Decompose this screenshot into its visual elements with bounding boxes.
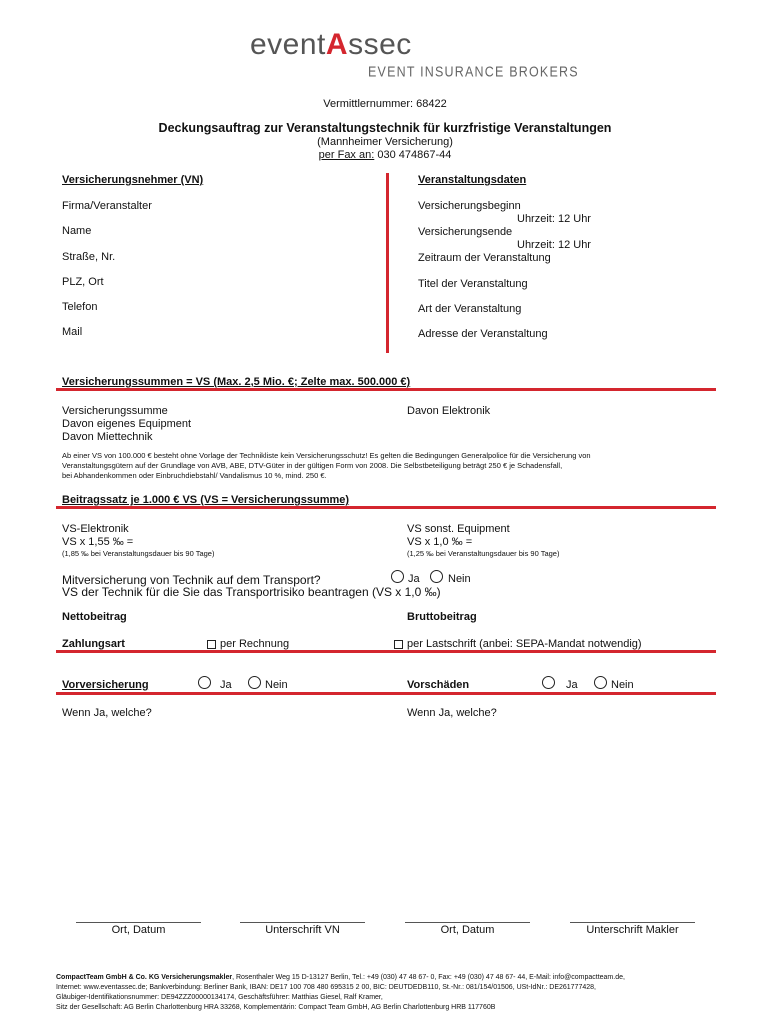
rate-left-note: (1,85 ‰ bei Veranstaltungsdauer bis 90 Tage) (62, 549, 215, 558)
transport-question: Mitversicherung von Technik auf dem Transport? (62, 573, 321, 587)
rate-left-formula: VS x 1,55 ‰ = (62, 536, 134, 548)
event-type: Art der Veranstaltung (418, 303, 522, 315)
footer-line-4: Sitz der Gesellschaft: AG Berlin Charlottenburg HRA 33268, Komplementärin: Compact Team GmbH, AG Berlin Charlottenburg HRB 117760B (56, 1004, 496, 1011)
prior-damage-which: Wenn Ja, welche? (407, 707, 497, 719)
sums-note-1: Ab einer VS von 100.000 € besteht ohne Vorlage der Technikliste kein Versicherungsschutz! Es gelten die Bedingungen Generalpolice für die Versicherung von (62, 451, 591, 460)
rate-right-formula: VS x 1,0 ‰ = (407, 536, 473, 548)
broker-number: Vermittlernummer: 68422 (323, 98, 447, 110)
footer-line-3: Gläubiger-Identifikationsnummer: DE94ZZZ00000134174, Geschäftsführer: Matthias Giesel, Ralf Kramer, (56, 994, 383, 1001)
sum-electronics: Davon Elektronik (407, 405, 491, 417)
transport-yes-radio[interactable] (391, 570, 404, 583)
logo-accent-letter: A (325, 28, 349, 61)
vn-field-city: PLZ, Ort (62, 276, 104, 288)
signature-line-1 (76, 922, 201, 923)
transport-no-label: Nein (448, 573, 471, 585)
logo-subtitle: EVENT INSURANCE BROKERS (368, 64, 579, 81)
footer-line-1 (56, 973, 625, 983)
footer-line-2: Internet: www.eventassec.de; Bankverbindung: Berliner Bank, IBAN: DE17 100 708 480 695315 2 00, BIC: DEUTDEDB110, St.-Nr.: 081/154/01506, USt-IdNr.: DE261777428, (56, 984, 596, 991)
event-title: Titel der Veranstaltung (418, 278, 528, 290)
gross-premium-label: Bruttobeitrag (407, 611, 477, 623)
signature-place-date-vn: Ort, Datum (111, 924, 166, 936)
event-address: Adresse der Veranstaltung (418, 328, 548, 340)
divider-sums (56, 388, 716, 391)
vn-field-phone: Telefon (62, 301, 98, 313)
prior-insurance-yes-radio[interactable] (198, 676, 211, 689)
sum-rented: Davon Miettechnik (62, 431, 153, 443)
sum-own-equipment: Davon eigenes Equipment (62, 418, 192, 430)
event-end: Versicherungsende (418, 226, 513, 238)
divider-payment (56, 650, 716, 653)
rate-right-note: (1,25 ‰ bei Veranstaltungsdauer bis 90 Tage) (407, 549, 560, 558)
prior-insurance-no-radio[interactable] (248, 676, 261, 689)
payment-invoice-checkbox[interactable] (207, 640, 216, 649)
prior-damage-yes-radio[interactable] (542, 676, 555, 689)
vn-field-company: Firma/Veranstalter (62, 200, 152, 212)
footer-address: , Rosenthaler Weg 15 D-13127 Berlin, Tel.: +49 (030) 47 48 67- 0, Fax: +49 (030) 47 48 67- 44, E-Mail: info@compactteam.de, (232, 974, 625, 981)
divider-rate (56, 506, 716, 509)
prior-insurance-yes-label: Ja (220, 679, 232, 691)
signature-line-2 (240, 922, 365, 923)
vn-field-name: Name (62, 225, 92, 237)
document-subtitle: (Mannheimer Versicherung) (317, 136, 453, 148)
footer-company: CompactTeam GmbH & Co. KG Versicherungsmakler (56, 974, 233, 981)
section-divider (386, 173, 389, 353)
signature-broker: Unterschrift Makler (586, 924, 679, 936)
vn-heading: Versicherungsnehmer (VN) (62, 174, 204, 186)
signature-line-3 (405, 922, 530, 923)
logo (250, 28, 579, 83)
vn-field-street: Straße, Nr. (62, 251, 116, 263)
prior-insurance-which: Wenn Ja, welche? (62, 707, 152, 719)
sums-note-2: Veranstaltungsgütern auf der Grundlage von AVB, ABE, DTV-Güter in der gültigen Form von 2008. Die Selbstbeteiligung beträgt 250 € je Schadensfall, (62, 461, 563, 470)
prior-damage-no-radio[interactable] (594, 676, 607, 689)
logo-word-left: event (250, 28, 326, 61)
event-heading: Veranstaltungsdaten (418, 174, 527, 186)
sums-note-3: bei Abhandenkommen oder Einbruchdiebstahl/ Vandalismus 10 %, mind. 250 €. (62, 471, 327, 480)
payment-debit-checkbox[interactable] (394, 640, 403, 649)
prior-insurance-label: Vorversicherung (62, 679, 149, 691)
event-begin: Versicherungsbeginn (418, 200, 521, 212)
prior-damage-no-label: Nein (611, 679, 634, 691)
fax-line (0, 149, 770, 161)
event-begin-time: Uhrzeit: 12 Uhr (517, 213, 591, 225)
prior-insurance-no-label: Nein (265, 679, 288, 691)
prior-damage-yes-label: Ja (566, 679, 578, 691)
event-end-time: Uhrzeit: 12 Uhr (517, 239, 591, 251)
payment-invoice-label: per Rechnung (220, 638, 290, 650)
divider-history (56, 692, 716, 695)
signature-place-date-broker: Ort, Datum (440, 924, 495, 936)
signature-vn: Unterschrift VN (265, 924, 340, 936)
document-title: Deckungsauftrag zur Veranstaltungstechnik für kurzfristige Veranstaltungen (158, 121, 612, 135)
fax-number: 030 474867-44 (377, 149, 452, 161)
payment-label: Zahlungsart (62, 638, 125, 650)
fax-label: per Fax an: (318, 149, 375, 161)
sums-heading: Versicherungssummen = VS (Max. 2,5 Mio. €; Zelte max. 500.000 €) (62, 376, 411, 388)
prior-damage-label: Vorschäden (407, 679, 470, 691)
payment-debit-label: per Lastschrift (anbei: SEPA-Mandat notwendig) (407, 638, 642, 650)
net-premium-label: Nettobeitrag (62, 611, 127, 623)
transport-no-radio[interactable] (430, 570, 443, 583)
event-period: Zeitraum der Veranstaltung (418, 252, 551, 264)
rate-left-title: VS-Elektronik (62, 523, 129, 535)
signature-line-4 (570, 922, 695, 923)
logo-word-right: ssec (348, 28, 412, 61)
transport-sum-question: VS der Technik für die Sie das Transportrisiko beantragen (VS x 1,0 ‰) (62, 585, 441, 599)
sum-total: Versicherungssumme (62, 405, 168, 417)
transport-yes-label: Ja (408, 573, 420, 585)
rate-heading: Beitragssatz je 1.000 € VS (VS = Versicherungssumme) (62, 494, 350, 506)
rate-right-title: VS sonst. Equipment (407, 523, 510, 535)
vn-field-mail: Mail (62, 326, 83, 338)
